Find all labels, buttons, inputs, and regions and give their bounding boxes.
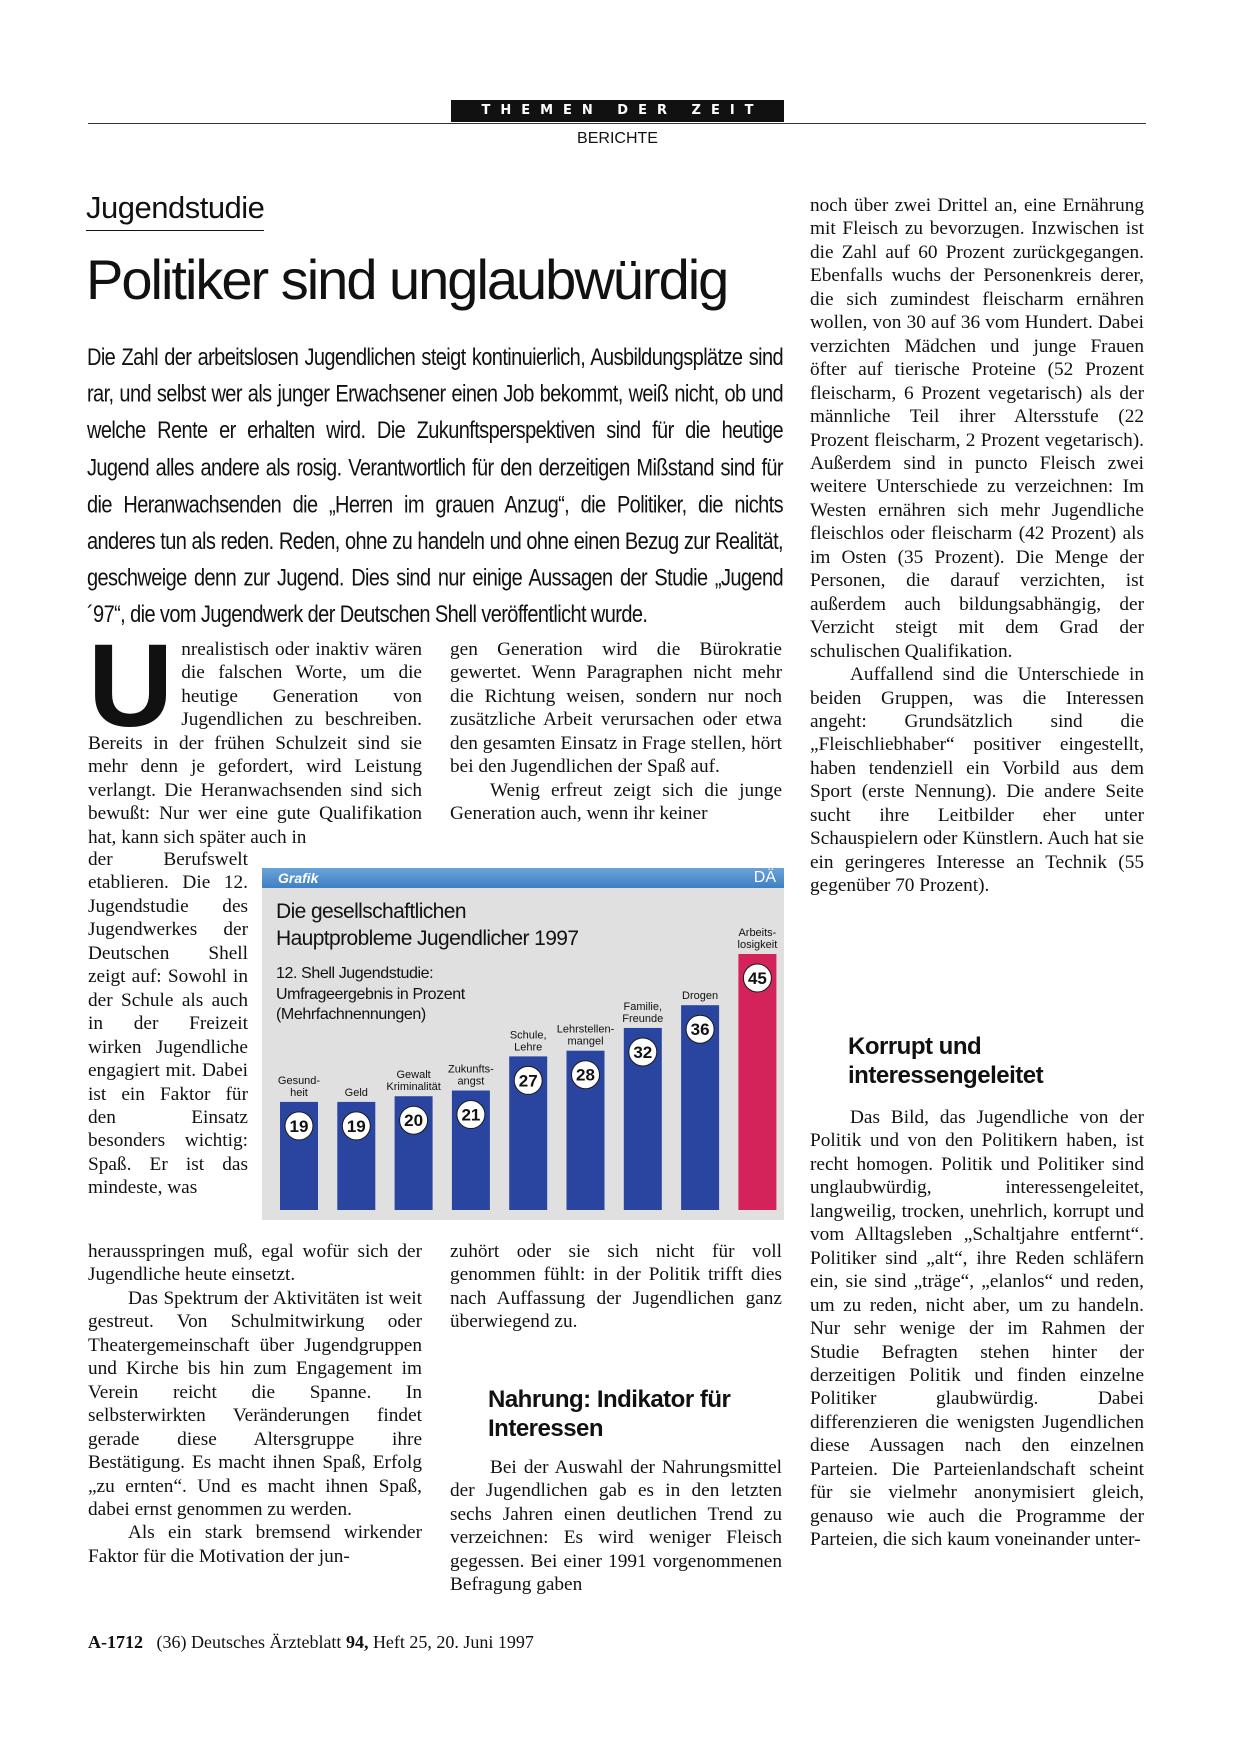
paragraph: noch über zwei Drittel an, eine Ernährung mit Fleisch zu bevorzugen. Inzwischen ist die Zahl auf 60 Prozent zurückgegangen. Ebenfalls wuchs der Personenkreis derer, die sich zumindest fleischarm ernähren wollen, von 30 auf 36 vom Hundert. Dabei verzichten Mädchen und junge Frauen öfter auf tierische Proteine (52 Prozent fleischarm, 6 Prozent vegetarisch) als der männliche Teil ihrer Altersstufe (22 Prozent fleischarm, 2 Prozent vegetarisch). Außerdem sind in puncto Fleisch zwei weitere Unterschiede zu verzeichnen: Im Westen ernähren sich mehr Jugendliche fleischlos oder fleischarm (42 Prozent) als im Osten (35 Prozent). Die Menge der Personen, die darauf verzichten, ist außerdem auch bildungsabhängig, der Verzicht steigt mit dem Grad der schulischen Qualifikation.: [810, 195, 1144, 662]
body-column-1-beside-chart: [88, 848, 248, 1200]
bar-chart-plot: [262, 868, 784, 1220]
category-label: Familie,: [623, 1000, 663, 1013]
body-column-2-top: [450, 638, 782, 826]
article-headline: Politiker sind unglaubwürdig: [86, 248, 728, 311]
paragraph: zuhört oder sie sich nicht für voll genommen fühlt: in der Politik trifft dies nach Auffassung der Jugendlichen ganz überwiegend zu.: [450, 1241, 782, 1333]
data-label: 19: [346, 1116, 366, 1136]
paragraph: Als ein stark bremsend wirkender Faktor für die Motivation der jun-: [88, 1522, 422, 1567]
category-label: Lehrstellen-: [556, 1023, 615, 1036]
footer-volume: 94,: [345, 1632, 369, 1652]
footer-issue: Heft 25, 20. Juni 1997: [372, 1632, 534, 1652]
subheading-korrupt: Korrupt und interessengeleitet: [848, 1033, 1044, 1089]
chart-subtitle: 12. Shell Jugendstudie: Umfrageergebnis in Prozent (Mehrfachnennungen): [276, 965, 465, 1023]
page-footer: [88, 1632, 534, 1653]
category-label: mangel: [567, 1035, 604, 1048]
data-label: 20: [404, 1111, 424, 1131]
subheading-nahrung: Nahrung: Indikator für Interessen: [488, 1386, 731, 1442]
body-column-1-top: [88, 620, 422, 849]
category-label: losigkeit: [737, 939, 778, 951]
header-rule: [88, 123, 1146, 124]
category-label: Schule,: [509, 1029, 547, 1042]
paragraph: Das Bild, das Jugendliche von der Politik und von den Politikern haben, ist recht homogen. Politik und Politiker sind unglaubwürdig, interessengeleitet, langweilig, trocken, unehrlich, korrupt und vom Alltagsleben „Schaltjahre entfernt“. Politiker sind „alt“, ihre Reden schläfern ein, sie sind „träge“, „elanlos“ und reden, um zu reden, nicht aber, um zu handeln. Nur sehr wenige der im Rahmen der Studie Befragten stehen hinter der derzeitigen Politik und finden einzelne Politiker glaubwürdig. Dabei differenzieren die wenigsten Jugendlichen diese Aussagen nach den einzelnen Parteien. Die Parteienlandschaft scheint für sie vielmehr anonymisiert gleich, genauso wie auch die Programme der Parteien, die sich kaum voneinander unter-: [810, 1107, 1144, 1551]
publisher-logo: DÄ: [753, 869, 776, 886]
footer-journal: (36) Deutsches Ärzteblatt: [156, 1632, 342, 1652]
body-column-3: [810, 194, 1144, 898]
category-label: Kriminalität: [386, 1081, 441, 1094]
bar-chart-box: [262, 868, 784, 1220]
category-label: Lehre: [514, 1041, 543, 1054]
article-intro: Die Zahl der arbeitslosen Jugendlichen steigt kontinuierlich, Ausbildungsplätze sind rar, und selbst wer als junger Erwachsener einen Job bekommt, weiß nicht, ob und welche Rente er erhalten wird. Die Zukunftsperspektiven sind für die heutige Jugend alles andere als rosig. Verantwortlich für den derzeitigen Mißstand sind für die Heranwachsenden die „Herren im grauen Anzug“, die Politiker, die nichts anderes tun als reden. Reden, ohne zu handeln und ohne einen Bezug zur Realität, geschweige denn zur Jugend. Dies sind nur einige Aussagen der Studie „Jugend ´97“, die vom Jugendwerk der Deutschen Shell veröffentlicht wurde.: [87, 344, 783, 629]
article-kicker: Jugendstudie: [86, 190, 264, 231]
data-label: 32: [633, 1042, 653, 1062]
section-label: THEMEN DER ZEIT: [451, 100, 784, 122]
category-label: Geld: [344, 1086, 368, 1099]
dropcap: U: [88, 620, 174, 752]
data-label: 19: [289, 1116, 309, 1136]
paragraph: nrealistisch oder inaktiv wären die falschen Worte, um die heutige Generation von Jugendlichen zu beschreiben. Bereits in der frühen Schulzeit sind sie mehr denn je gefordert, wird Leistung verlangt. Die Heranwachsenden sind sich bewußt: Nur wer eine gute Qualifikation hat, kann sich später auch in: [88, 639, 422, 848]
paragraph: Wenig erfreut zeigt sich die junge Generation auch, wenn ihr keiner: [450, 779, 782, 825]
category-label: Gewalt: [396, 1069, 431, 1082]
data-label: 27: [518, 1071, 538, 1091]
chart-label: Grafik: [278, 870, 319, 886]
category-label: Arbeits-: [738, 927, 777, 939]
category-label: Gesund-: [277, 1074, 321, 1087]
data-label: 45: [747, 969, 767, 988]
data-label: 36: [690, 1020, 710, 1040]
paragraph: der Berufswelt etablieren. Die 12. Jugendstudie des Jugendwerkes der Deutschen Shell zeigt auf: Sowohl in der Schule als auch in der Freizeit wirken Jugendliche engagiert mit. Dabei ist ein Faktor für den Einsatz besonders wichtig: Spaß. Er ist das mindeste, was: [88, 849, 248, 1199]
category-label: Freunde: [622, 1012, 664, 1025]
paragraph: Das Spektrum der Aktivitäten ist weit gestreut. Von Schulmitwirkung oder Theatergemeinschaft über Jugendgruppen und Kirche bis hin zum Engagement im Verein reicht die Spanne. In selbsterwirkten Veränderungen findet gerade diese Altersgruppe ihre Bestätigung. Es macht ihnen Spaß, Erfolg „zu ernten“. Und es macht ihnen Spaß, dabei ernst genommen zu werden.: [88, 1287, 422, 1520]
category-label: Zukunfts-: [447, 1063, 494, 1076]
chart-title: Die gesellschaftlichen Hauptprobleme Jugendlicher 1997: [276, 900, 579, 950]
data-label: 21: [461, 1105, 481, 1125]
body-column-2-nahrung: [450, 1456, 782, 1597]
body-column-2-bottom: [450, 1240, 782, 1334]
body-column-1-bottom: [88, 1240, 422, 1568]
paragraph: gen Generation wird die Bürokratie gewertet. Wenn Paragraphen nicht mehr die Richtung weisen, sondern nur noch zusätzliche Arbeit verursachen oder etwa den gesamten Einsatz in Frage stellen, hört bei den Jugendlichen der Spaß auf.: [450, 639, 782, 778]
category-label: Drogen: [682, 990, 719, 1003]
page-number: A-1712: [88, 1632, 143, 1652]
body-column-3-korrupt: [810, 1106, 1144, 1552]
category-label: heit: [290, 1086, 308, 1099]
data-label: 28: [576, 1065, 595, 1085]
paragraph: herausspringen muß, egal wofür sich der Jugendliche heute einsetzt.: [88, 1241, 422, 1286]
paragraph: Bei der Auswahl der Nahrungsmittel der Jugendlichen gab es in den letzten sechs Jahren einen deutlichen Trend zu verzeichnen: Es wird weniger Fleisch gegessen. Bei einer 1991 vorgenommenen Befragung gaben: [450, 1457, 782, 1596]
paragraph: Auffallend sind die Unterschiede in beiden Gruppen, was die Interessen angeht: Grundsätzlich sind die „Fleischliebhaber“ positiver eingestellt, haben tendenziell ein Vorbild aus dem Sport (erste Nennung). Die andere Seite sucht ihre Leitbilder eher unter Schauspielern oder Künstlern. Auch hat sie ein geringeres Interesse an Technik (55 gegenüber 70 Prozent).: [810, 664, 1144, 897]
category-label: angst: [457, 1075, 485, 1088]
subsection-label: BERICHTE: [577, 130, 658, 147]
